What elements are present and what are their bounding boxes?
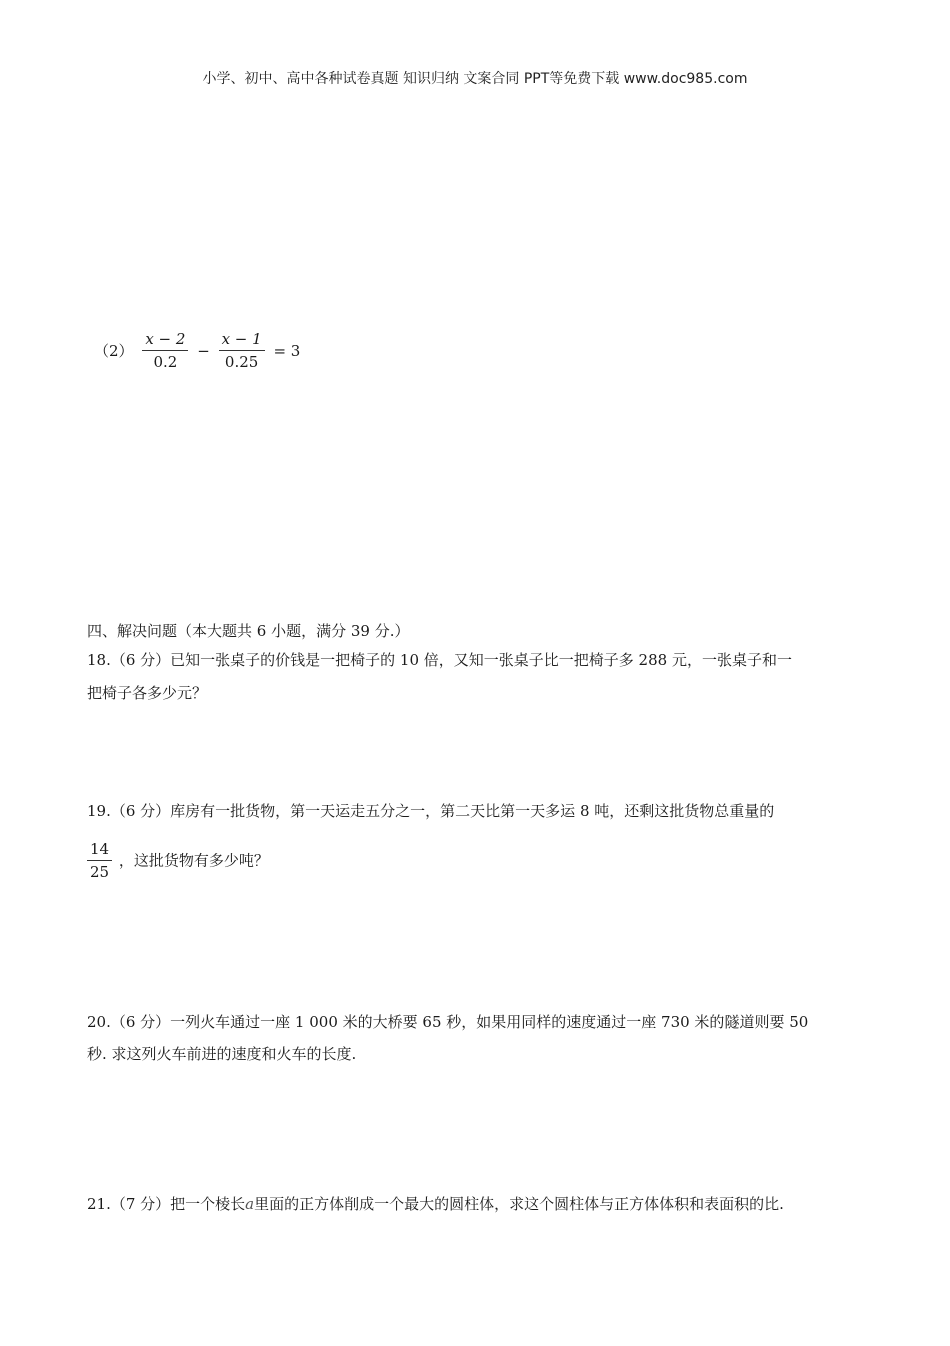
equation-2 <box>92 330 302 371</box>
section-4-title: 四、解决问题（本大题共 6 小题，满分 39 分.） <box>87 622 410 640</box>
question-19-line-2 <box>87 840 269 881</box>
fraction-1 <box>142 330 188 371</box>
question-21 <box>87 1194 784 1214</box>
question-18-line-2: 把椅子各多少元？ <box>87 684 208 702</box>
question-19-line-2-text: ，这批货物有多少吨？ <box>118 851 269 870</box>
fraction-1-denominator: 0.2 <box>153 353 178 371</box>
question-21-prefix: 21.（7 分）把一个棱长 <box>87 1195 246 1213</box>
page-header: 小学、初中、高中各种试卷真题 知识归纳 文案合同 PPT等免费下载 www.doc985.com <box>202 71 748 87</box>
question-18-line-1: 18.（6 分）已知一张桌子的价钱是一把椅子的 10 倍，又知一张桌子比一把椅子多 288 元，一张桌子和一 <box>87 651 792 669</box>
variable-a: a <box>245 1195 255 1213</box>
equation-rhs: = 3 <box>273 341 301 360</box>
question-19-line-1: 19.（6 分）库房有一批货物，第一天运走五分之一，第二天比第一天多运 8 吨，还剩这批货物总重量的 <box>87 802 775 820</box>
fraction-2-numerator: x − 1 <box>219 330 265 351</box>
fraction-14-25 <box>87 840 112 881</box>
question-20-line-2: 秒. 求这列火车前进的速度和火车的长度. <box>87 1045 357 1063</box>
question-20-line-1: 20.（6 分）一列火车通过一座 1 000 米的大桥要 65 秒，如果用同样的速度通过一座 730 米的隧道则要 50 <box>87 1013 809 1031</box>
equation-label: （2） <box>94 341 134 360</box>
question-21-suffix: 里面的正方体削成一个最大的圆柱体，求这个圆柱体与正方体体积和表面积的比. <box>254 1195 784 1213</box>
fraction-numerator: 14 <box>87 840 112 861</box>
fraction-2-denominator: 0.25 <box>224 353 259 371</box>
minus-sign: − <box>197 341 210 360</box>
fraction-denominator: 25 <box>90 863 110 881</box>
fraction-2 <box>219 330 265 371</box>
fraction-1-numerator: x − 2 <box>142 330 188 351</box>
